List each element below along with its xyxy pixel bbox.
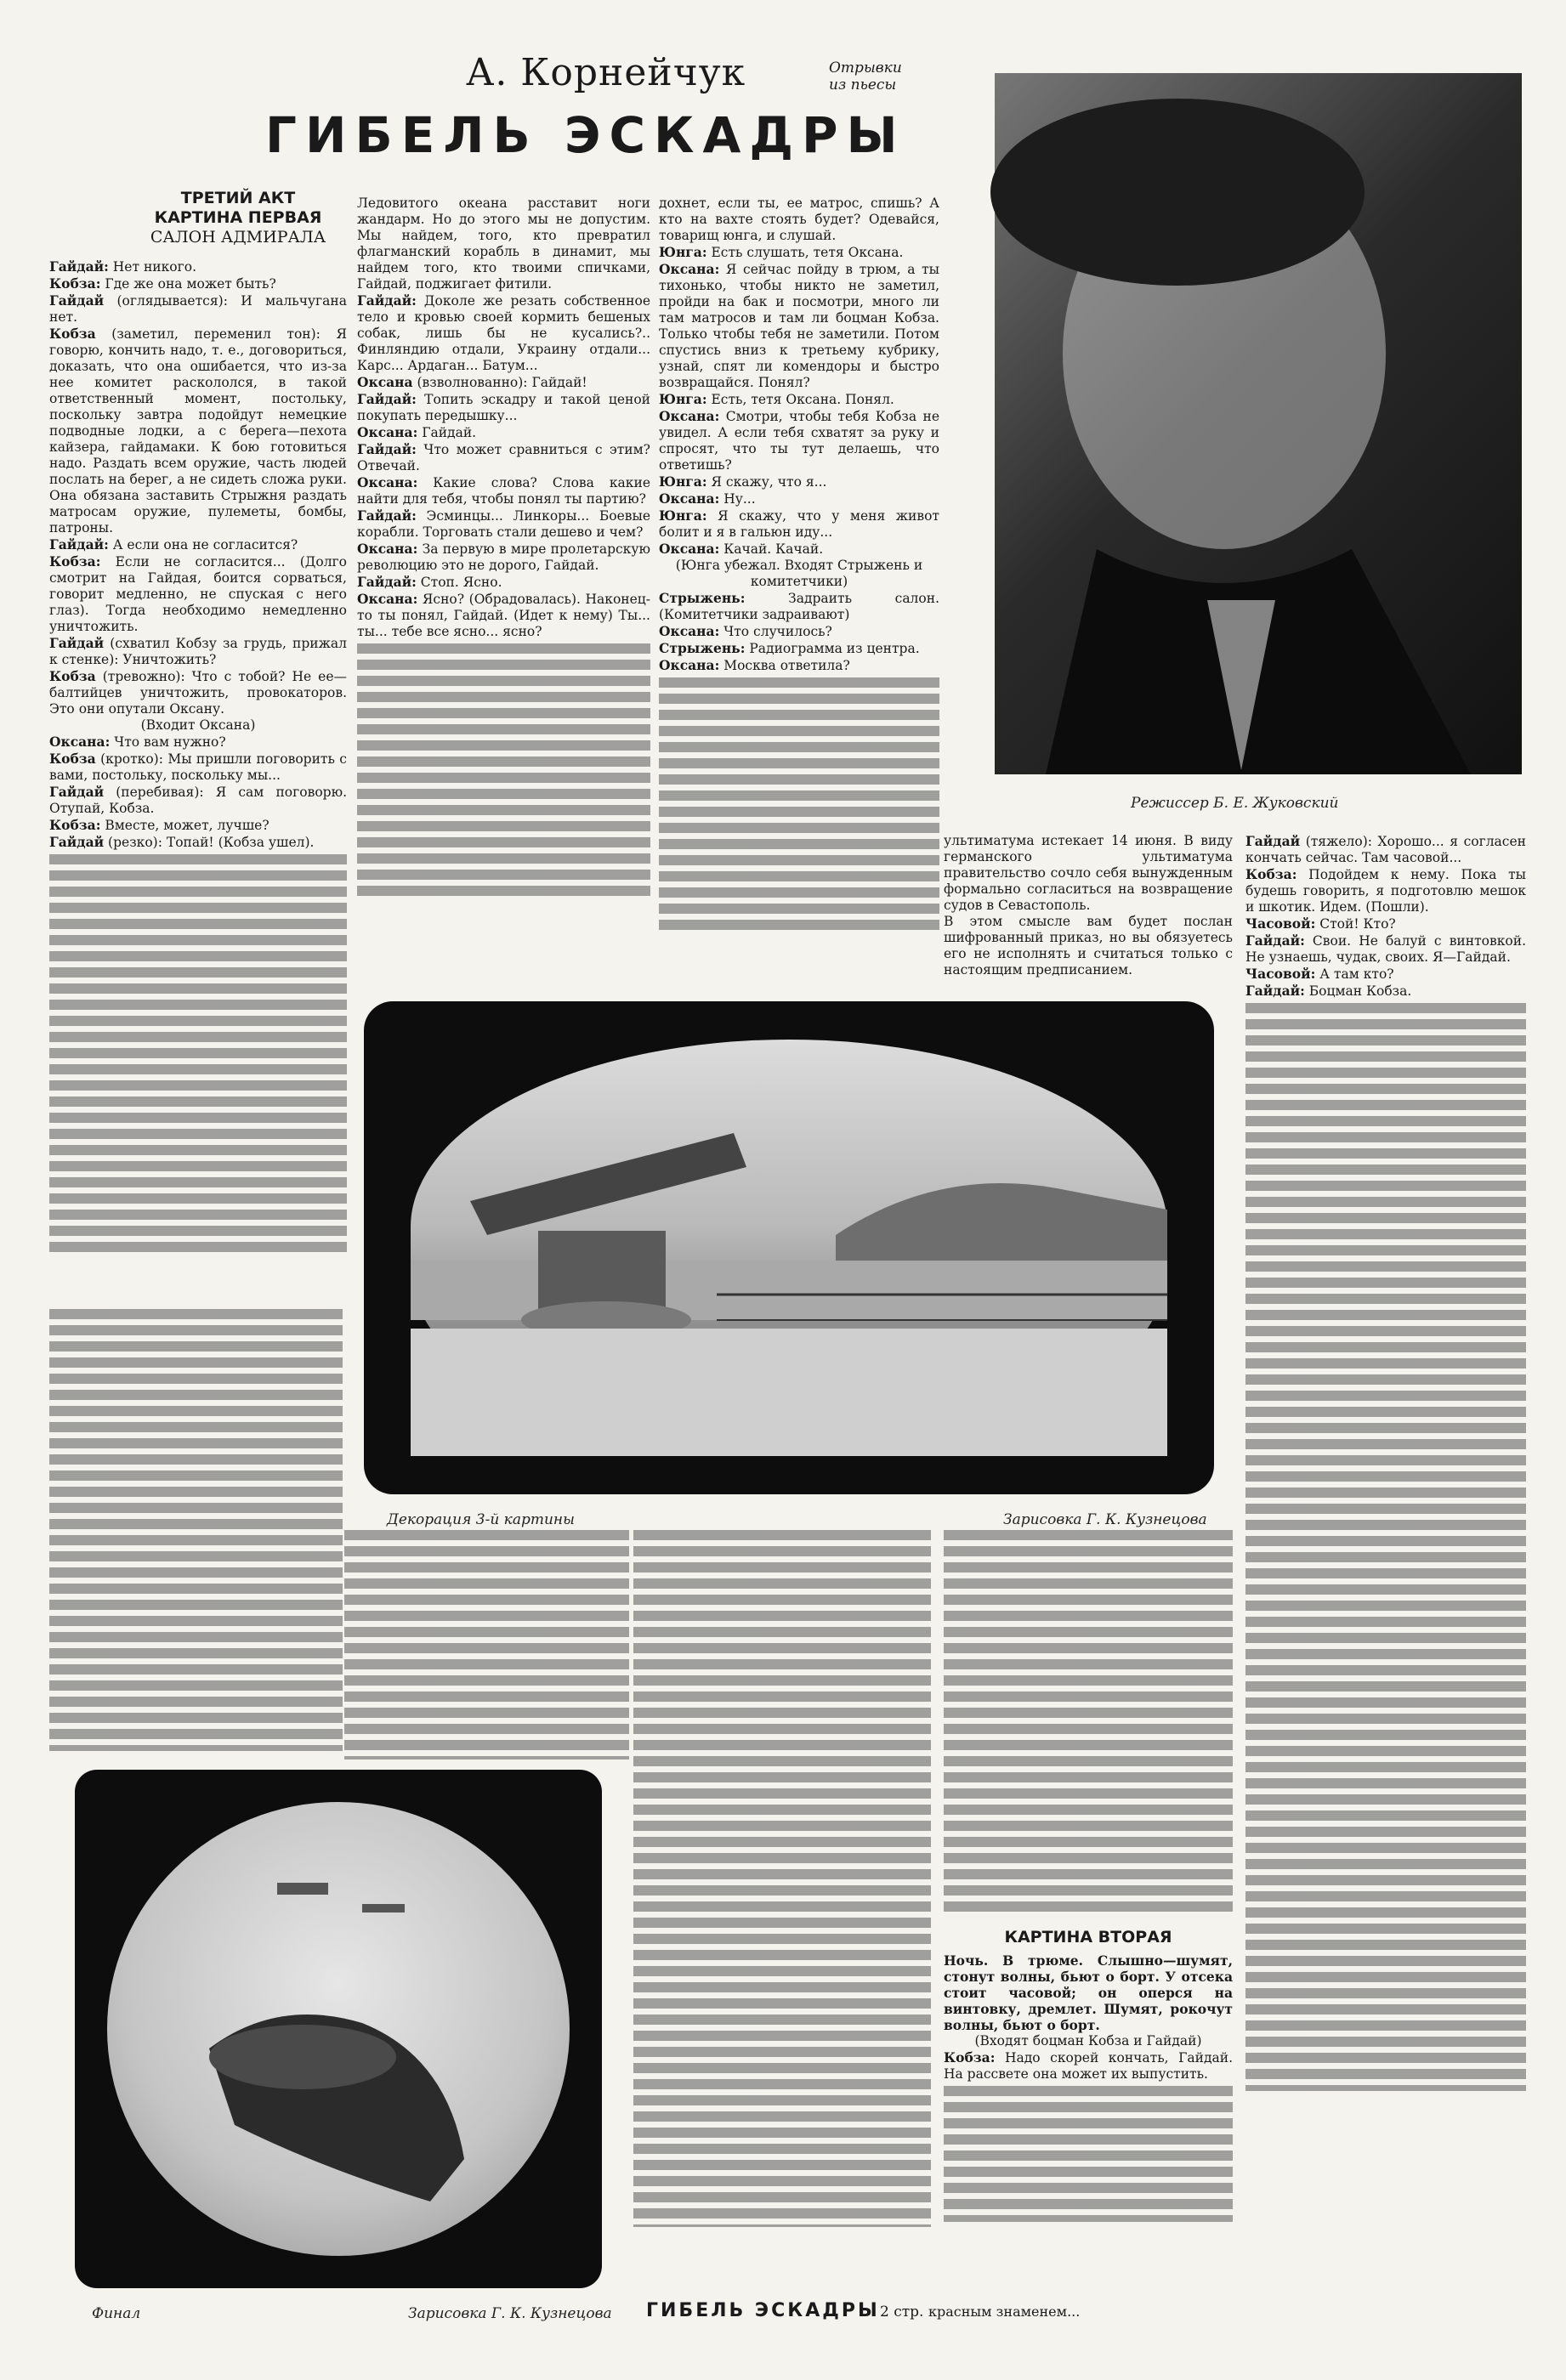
- director-portrait: [995, 73, 1522, 774]
- text-continuation: [659, 677, 939, 932]
- text-continuation: [1245, 1003, 1526, 2091]
- line-text: Подойдем к нему. Пока ты будешь говорить, я подготовлю мешок и шкотик. Идем. (Пошли).: [1245, 867, 1526, 915]
- speaker: Оксана:: [357, 474, 418, 490]
- line-text: Москва ответила?: [719, 658, 850, 673]
- stage-direction: (Входят боцман Кобза и Гайдай): [974, 2033, 1202, 2048]
- line-text: В этом смысле вам будет послан шифрованный приказ, но вы обязуетесь его не исполнять и считаться только с настоящим предписанием.: [944, 914, 1233, 978]
- line-text: Какие слова? Слова какие найти для тебя, чтобы понял ты партию?: [357, 475, 650, 507]
- speaker: Гайдай:: [49, 536, 109, 552]
- speaker: Стрыжень:: [659, 640, 746, 656]
- scene-two-title: КАРТИНА ВТОРАЯ: [1004, 1928, 1172, 1946]
- speaker: Кобза:: [49, 817, 101, 833]
- line-text: Радиограмма из центра.: [745, 641, 920, 656]
- text-continuation: [944, 2086, 1233, 2222]
- speaker: Кобза: [49, 668, 96, 684]
- speaker: Кобза:: [944, 2049, 996, 2066]
- line-text: Гайдай.: [417, 425, 477, 440]
- subtitle: Отрывки из пьесы: [829, 60, 902, 94]
- text-column-lower-3: [633, 1530, 931, 2227]
- speaker: Оксана:: [659, 657, 720, 673]
- line-text: Есть, тетя Оксана. Понял.: [706, 392, 894, 407]
- speaker: Оксана:: [659, 623, 720, 639]
- line-text: Вместе, может, лучше?: [100, 818, 270, 833]
- author-name: А. Корнейчук: [466, 51, 746, 94]
- speaker: Оксана:: [659, 261, 720, 277]
- line-text: А там кто?: [1315, 966, 1394, 982]
- line-text: (кротко): Мы пришли поговорить с вами, постольку, поскольку мы...: [49, 751, 347, 783]
- text-column-lower-2: [344, 1530, 629, 1760]
- text-column-lower-4: [944, 1530, 1233, 1912]
- speaker: Гайдай: [49, 292, 105, 309]
- act-heading: [128, 189, 349, 246]
- speaker: Гайдай:: [49, 258, 109, 275]
- line-text: Ледовитого океана расставит ноги жандарм. Но до этого мы не допустим. Мы найдем, того, кто превратил флагманский корабль в динамит, мы найдем того, кто твоими спичками, Гайдай, поджигает фитили.: [357, 196, 650, 292]
- speaker: Оксана: [357, 374, 413, 390]
- text-column-right: [1245, 833, 1526, 2168]
- line-text: Есть слушать, тетя Оксана.: [706, 245, 904, 260]
- line-text: Доколе же резать собственное тело и кровью своей кормить бешеных собак, лишь бы не кусались?.. Финляндию отдали, Украину отдали... Карс... Ардаган... Батум...: [357, 293, 650, 373]
- footer-title: ГИБЕЛЬ ЭСКАДРЫ: [646, 2300, 880, 2321]
- speaker: Оксана:: [659, 490, 720, 507]
- portrait-caption: Режиссер Б. Е. Жуковский: [1131, 795, 1339, 812]
- scene-place: САЛОН АДМИРАЛА: [150, 228, 326, 246]
- line-text: За первую в мире пролетарскую революцию это не дорого, Гайдай.: [357, 541, 650, 573]
- speaker: Гайдай: [1245, 833, 1301, 849]
- finale-sketch-caption: Зарисовка Г. К. Кузнецова: [408, 2305, 612, 2322]
- line-text: (тревожно): Что с тобой? Не ее—балтийцев уничтожить, провокаторов. Это они опутали Оксану.: [49, 669, 347, 717]
- footer-tail-text: красным знаменем...: [928, 2304, 1081, 2320]
- finale-illustration: [75, 1770, 602, 2288]
- line-text: Смотри, чтобы тебя Кобза не увидел. А если тебя схватят за руку и спросят, что ты тут делаешь, что ответишь?: [659, 409, 939, 473]
- speaker: Оксана:: [357, 541, 418, 557]
- text-continuation: [944, 1530, 1233, 1912]
- speaker: Гайдай:: [1245, 932, 1305, 949]
- decoration-illustration: [364, 1001, 1214, 1494]
- finale-caption: Финал: [92, 2305, 141, 2322]
- speaker: Оксана:: [659, 541, 720, 557]
- line-text: ультиматума истекает 14 июня. В виду германского ультиматума правительство сочло себя вынужденным формально согласиться на возвращение судов в Севастополь.: [944, 833, 1233, 913]
- line-text: Свои. Не балуй с винтовкой. Не узнаешь, чудак, своих. Я—Гайдай.: [1245, 933, 1526, 965]
- scene-title: КАРТИНА ПЕРВАЯ: [154, 208, 322, 227]
- line-text: (резко): Топай! (Кобза ушел).: [104, 835, 315, 850]
- line-text: (взволнованно): Гайдай!: [412, 375, 587, 390]
- stage-direction: Ночь. В трюме. Слышно—шумят, стонут волны, бьют о борт. У отсека стоит часовой; он оперся на винтовку, дремлет. Шумят, рокочут волны, бьют о борт.: [944, 1952, 1233, 2033]
- line-text: (перебивая): Я сам поговорю. Отупай, Кобза.: [49, 785, 347, 816]
- line-text: дохнет, если ты, ее матрос, спишь? А кто на вахте стоять будет? Одевайся, товарищ юнга, и слушай.: [659, 196, 939, 243]
- speaker: Кобза: [49, 326, 96, 342]
- text-column-2: [357, 196, 650, 986]
- speaker: Гайдай: [49, 784, 105, 800]
- stage-direction: (Входит Оксана): [140, 717, 256, 733]
- finale-scene: [107, 1802, 570, 2256]
- speaker: Юнга:: [659, 244, 707, 260]
- speaker: Юнга:: [659, 391, 707, 407]
- text-column-3: [659, 196, 939, 986]
- line-text: Стой! Кто?: [1315, 916, 1396, 932]
- page-number: 2 стр.: [880, 2304, 924, 2320]
- speaker: Стрыжень:: [659, 590, 746, 606]
- line-text: Нет никого.: [108, 259, 197, 275]
- speaker: Часовой:: [1245, 915, 1316, 932]
- speaker: Гайдай:: [357, 441, 417, 457]
- text-column-mid: [944, 833, 1233, 978]
- speaker: Кобза:: [49, 275, 101, 292]
- line-text: А если она не согласится?: [108, 537, 298, 552]
- text-column-1: [49, 258, 347, 1295]
- speaker: Гайдай:: [357, 292, 417, 309]
- warship-scene: [411, 1040, 1167, 1456]
- line-text: (тяжело): Хорошо... я согласен кончать сейчас. Там часовой...: [1245, 834, 1526, 865]
- line-text: Качай. Качай.: [719, 541, 824, 557]
- line-text: (заметил, переменил тон): Я говорю, кончить надо, т. е., договориться, доказать, что она ошибается, что из-за нее комитет раскололся, в такой ответственный момент, постольку, поскольку завтра подойдут немецкие подводные лодки, а с берега—пехота кайзера, гайдамаки. К бою готовиться надо. Раздать всем оружие, часть людей послать на берег, а не сидеть сложа руки. Она обязана заставить Стрыжня раздать матросам оружие, пулеметы, бомбы, патроны.: [49, 326, 347, 536]
- act-title: ТРЕТИЙ АКТ: [180, 189, 296, 207]
- line-text: (оглядывается): И мальчугана нет.: [49, 293, 347, 325]
- text-continuation: [344, 1530, 629, 1760]
- speaker: Кобза: [49, 751, 96, 767]
- speaker: Юнга:: [659, 507, 707, 524]
- decoration-caption: Декорация 3-й картины: [387, 1511, 575, 1528]
- line-text: Стоп. Ясно.: [416, 575, 502, 590]
- text-continuation: [49, 854, 347, 1254]
- speaker: Юнга:: [659, 473, 707, 490]
- text-column-lower-1: [49, 1309, 343, 1751]
- speaker: Гайдай:: [357, 391, 417, 407]
- speaker: Гайдай: [49, 635, 105, 651]
- speaker: Кобза:: [49, 553, 101, 570]
- speaker: Оксана:: [357, 591, 418, 607]
- speaker: Оксана:: [659, 408, 720, 424]
- line-text: Я сейчас пойду в трюм, а ты тихонько, чтобы никто не заметил, пройди на бак и посмотри, много ли там матросов и там ли боцман Кобза. Только чтобы тебя не заметили. Потом спустись вниз к третьему кубрику, узнай, спят ли комендоры и быстро возвращайся. Понял?: [659, 262, 939, 390]
- finale-porthole-window: [107, 1802, 570, 2256]
- line-text: Ну...: [719, 491, 756, 507]
- text-continuation: [49, 1309, 343, 1751]
- text-continuation: [633, 1530, 931, 2227]
- line-text: Что может сравниться с этим? Отвечай.: [357, 442, 650, 473]
- portrait-silhouette: [995, 73, 1522, 774]
- speaker: Кобза:: [1245, 866, 1297, 882]
- speaker: Часовой:: [1245, 966, 1316, 982]
- line-text: Что вам нужно?: [110, 734, 226, 750]
- page-title: ГИБЕЛЬ ЭСКАДРЫ: [265, 106, 906, 164]
- line-text: Задраить салон. (Комитетчики задраивают): [659, 591, 939, 622]
- line-text: Эсминцы... Линкоры... Боевые корабли. Торговать стали дешево и чем?: [357, 508, 650, 540]
- line-text: Если не согласится... (Долго смотрит на Гайдая, боится сорваться, говорит медленно, не спуская с него глаз). Тогда необходимо немедленно уничтожить.: [49, 554, 347, 634]
- line-text: Топить эскадру и такой ценой покупать передышку...: [357, 392, 650, 423]
- line-text: Надо скорей кончать, Гайдай. На рассвете она может их выпустить.: [944, 2050, 1233, 2082]
- line-text: Я скажу, что у меня живот болит и я в гальюн иду...: [659, 508, 939, 540]
- speaker: Гайдай:: [1245, 983, 1305, 999]
- line-text: Боцман Кобза.: [1304, 983, 1412, 999]
- line-text: Я скажу, что я...: [706, 474, 827, 490]
- line-text: Что случилось?: [719, 624, 832, 639]
- speaker: Гайдай: [49, 834, 105, 850]
- scene-two-block: [944, 1928, 1233, 2217]
- line-text: (схватил Кобзу за грудь, прижал к стенке): Уничтожить?: [49, 636, 347, 667]
- line-text: Где же она может быть?: [100, 276, 276, 292]
- speaker: Оксана:: [49, 734, 111, 750]
- sketch-caption: Зарисовка Г. К. Кузнецова: [1003, 1511, 1207, 1528]
- speaker: Гайдай:: [357, 507, 417, 524]
- speaker: Оксана:: [357, 424, 418, 440]
- text-continuation: [357, 643, 650, 898]
- stage-direction: (Юнга убежал. Входят Стрыжень и комитетчики): [675, 558, 923, 589]
- speaker: Гайдай:: [357, 574, 417, 590]
- line-text: Ясно? (Обрадовалась). Наконец-то ты понял, Гайдай. (Идет к нему) Ты... ты... тебе все ясно... ясно?: [357, 592, 650, 639]
- porthole-window: [411, 1040, 1167, 1456]
